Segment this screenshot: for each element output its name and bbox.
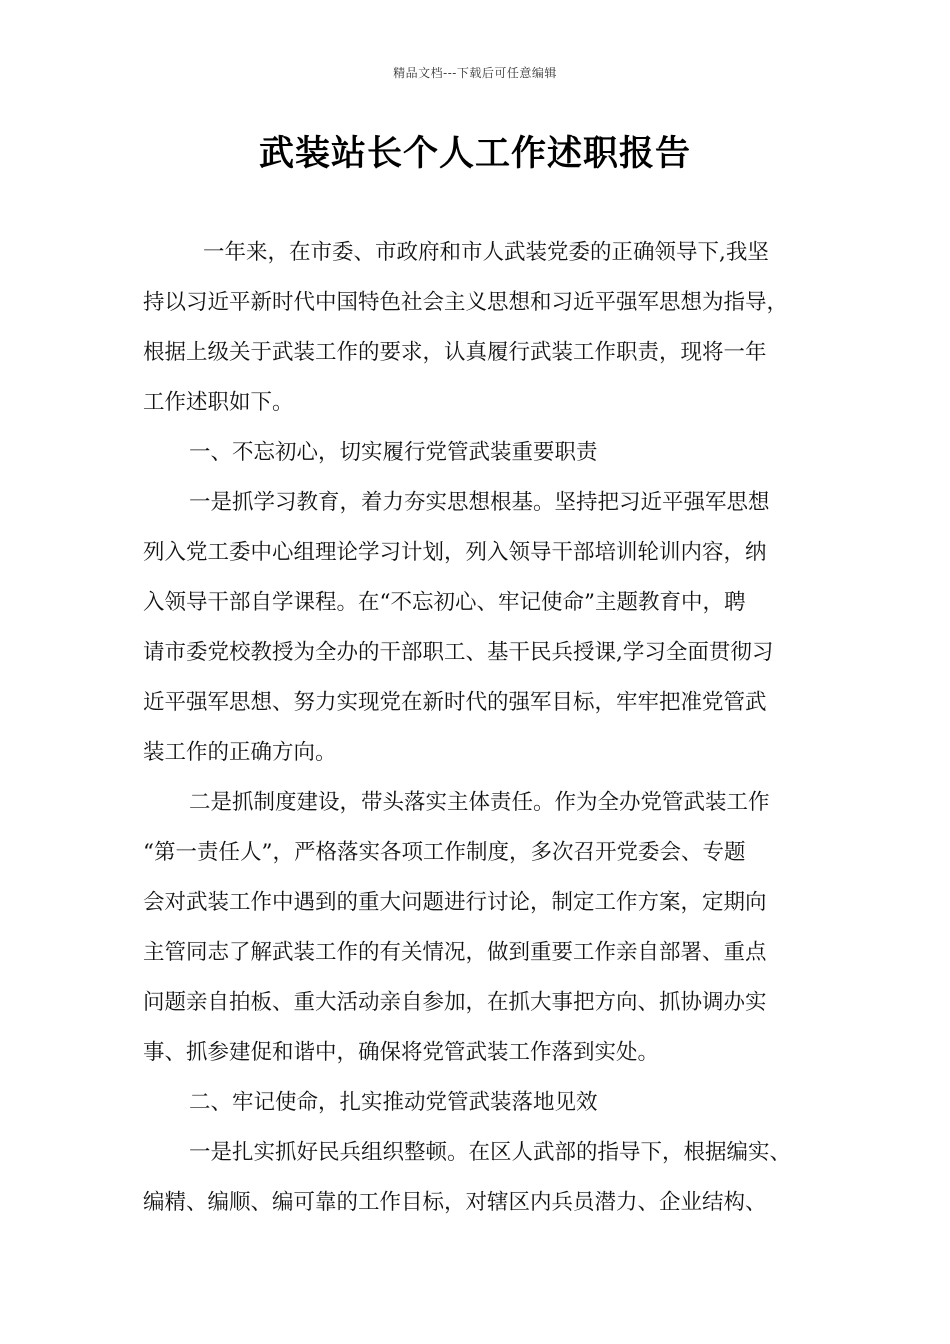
paragraph-line: 事、抓参建促和谐中，确保将党管武装工作落到实处。: [143, 1040, 660, 1065]
paragraph-line: 列入党工委中心组理论学习计划，列入领导干部培训轮训内容，纳: [143, 540, 767, 565]
paragraph-line: 会对武装工作中遇到的重大问题进行讨论，制定工作方案，定期向: [143, 890, 767, 915]
paragraph-line: 入领导干部自学课程。在“不忘初心、牢记使命”主题教育中，聘: [143, 590, 746, 615]
paragraph-line: 根据上级关于武装工作的要求，认真履行武装工作职责，现将一年: [143, 340, 767, 365]
section-heading-2: 二、牢记使命，扎实推动党管武装落地见效: [189, 1090, 598, 1115]
paragraph-line: “第一责任人”，严格落实各项工作制度，多次召开党委会、专题: [143, 840, 746, 865]
paragraph-line: 工作述职如下。: [143, 390, 294, 415]
paragraph-line: 一是扎实抓好民兵组织整顿。在区人武部的指导下，根据编实、: [189, 1140, 792, 1165]
paragraph-line: 近平强军思想、努力实现党在新时代的强军目标，牢牢把准党管武: [143, 690, 767, 715]
document-body: [143, 233, 825, 1233]
page-header-note: 精品文档---下载后可任意编辑: [393, 66, 557, 80]
paragraph-line: 一年来，在市委、市政府和市人武装党委的正确领导下,我坚: [203, 240, 769, 265]
paragraph-line: 问题亲自拍板、重大活动亲自参加，在抓大事把方向、抓协调办实: [143, 990, 767, 1015]
paragraph-line: 二是抓制度建设，带头落实主体责任。作为全办党管武装工作: [189, 790, 770, 815]
document-title: 武装站长个人工作述职报告: [258, 133, 691, 174]
paragraph-line: 持以习近平新时代中国特色社会主义思想和习近平强军思想为指导，: [143, 290, 789, 315]
paragraph-line: 一是抓学习教育，着力夯实思想根基。坚持把习近平强军思想: [189, 490, 770, 515]
paragraph-line: 装工作的正确方向。: [143, 740, 337, 765]
paragraph-line: 编精、编顺、编可靠的工作目标，对辖区内兵员潜力、企业结构、: [143, 1190, 767, 1215]
section-heading-1: 一、不忘初心，切实履行党管武装重要职责: [189, 440, 598, 465]
paragraph-line: 请市委党校教授为全办的干部职工、基干民兵授课,学习全面贯彻习: [143, 640, 774, 665]
paragraph-line: 主管同志了解武装工作的有关情况，做到重要工作亲自部署、重点: [143, 940, 767, 965]
